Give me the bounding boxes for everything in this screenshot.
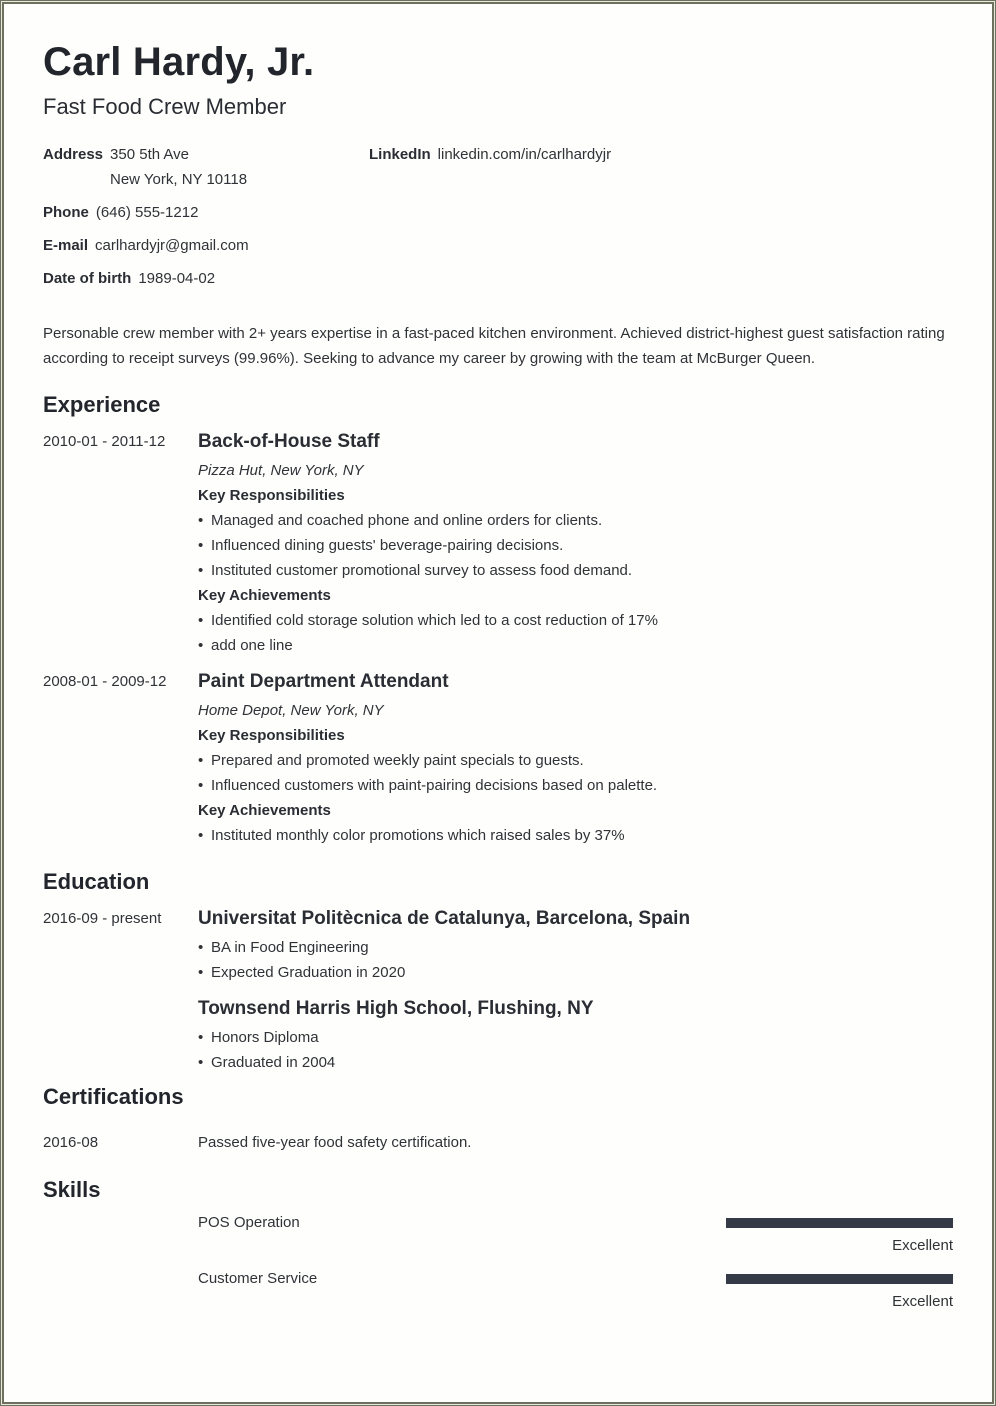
email-label: E-mail xyxy=(43,237,89,254)
job-title: Paint Department Attendant xyxy=(198,671,449,692)
list-item-text: Identified cold storage solution which led to a cost reduction of 17% xyxy=(211,612,658,629)
contact-address xyxy=(43,146,189,163)
linkedin-label: LinkedIn xyxy=(369,146,431,163)
email-value[interactable]: carlhardyjr@gmail.com xyxy=(95,237,249,254)
skill-level-fill xyxy=(726,1274,953,1284)
list-item xyxy=(198,562,632,579)
section-title-certifications: Certifications xyxy=(43,1084,184,1109)
list-item-text: Instituted customer promotional survey to assess food demand. xyxy=(211,562,633,579)
address-label: Address xyxy=(43,146,104,163)
bullet-icon: • xyxy=(198,939,204,956)
certification-date: 2016-08 xyxy=(43,1134,99,1151)
bullet-icon: • xyxy=(198,562,204,579)
list-item xyxy=(198,939,369,956)
list-item-text: Instituted monthly color promotions which raised sales by 37% xyxy=(211,827,625,844)
skill-name: POS Operation xyxy=(198,1214,300,1231)
job-employer: Pizza Hut, New York, NY xyxy=(198,462,364,479)
list-item xyxy=(198,612,658,629)
list-item-text: Influenced customers with paint-pairing decisions based on palette. xyxy=(211,777,658,794)
list-item-text: Graduated in 2004 xyxy=(211,1054,336,1071)
skill-level-text: Excellent xyxy=(892,1293,953,1310)
phone-label: Phone xyxy=(43,204,89,221)
list-item-text: Managed and coached phone and online orders for clients. xyxy=(211,512,603,529)
bullet-icon: • xyxy=(198,612,204,629)
linkedin-value[interactable]: linkedin.com/in/carlhardyjr xyxy=(437,146,612,163)
school-name: Universitat Politècnica de Catalunya, Barcelona, Spain xyxy=(198,908,691,929)
contact-email xyxy=(43,237,249,254)
school-name: Townsend Harris High School, Flushing, NY xyxy=(198,998,594,1019)
dob-label: Date of birth xyxy=(43,270,132,287)
section-title-education: Education xyxy=(43,869,150,894)
address-line1: 350 5th Ave xyxy=(110,146,189,163)
key-responsibilities-heading: Key Responsibilities xyxy=(198,487,345,504)
job-dates: 2008-01 - 2009-12 xyxy=(43,673,167,690)
list-item xyxy=(198,1029,319,1046)
skill-name: Customer Service xyxy=(198,1270,318,1287)
bullet-icon: • xyxy=(198,637,204,654)
list-item xyxy=(198,537,563,554)
bullet-icon: • xyxy=(198,512,204,529)
certification-text: Passed five-year food safety certification. xyxy=(198,1134,472,1151)
section-title-skills: Skills xyxy=(43,1177,101,1202)
key-achievements-heading: Key Achievements xyxy=(198,802,331,819)
list-item xyxy=(198,777,657,794)
bullet-icon: • xyxy=(198,777,204,794)
contact-dob xyxy=(43,270,215,287)
bullet-icon: • xyxy=(198,537,204,554)
dob-value: 1989-04-02 xyxy=(138,270,216,287)
job-employer: Home Depot, New York, NY xyxy=(198,702,384,719)
skill-level-bar xyxy=(726,1274,953,1284)
list-item xyxy=(198,512,602,529)
skill-level-text: Excellent xyxy=(892,1237,953,1254)
key-achievements-heading: Key Achievements xyxy=(198,587,331,604)
profile-summary: Personable crew member with 2+ years expertise in a fast-paced kitchen environment. Achieved district-highest guest satisfaction rating according to receipt surveys (99.96%). Seeking to advance my career by growing with the team at McBurger Queen. xyxy=(43,325,945,367)
candidate-title: Fast Food Crew Member xyxy=(43,94,287,119)
phone-value: (646) 555-1212 xyxy=(95,204,199,221)
list-item-text: BA in Food Engineering xyxy=(211,939,369,956)
candidate-name: Carl Hardy, Jr. xyxy=(43,40,315,84)
contact-phone xyxy=(43,204,198,221)
job-dates: 2010-01 - 2011-12 xyxy=(43,433,166,450)
bullet-icon: • xyxy=(198,752,204,769)
bullet-icon: • xyxy=(198,964,204,981)
education-dates: 2016-09 - present xyxy=(43,910,162,927)
skill-level-bar xyxy=(726,1218,953,1228)
address-line2: New York, NY 10118 xyxy=(110,171,248,188)
list-item-text: Expected Graduation in 2020 xyxy=(211,964,406,981)
section-title-experience: Experience xyxy=(43,392,161,417)
list-item-text: Influenced dining guests' beverage-pairing decisions. xyxy=(211,537,564,554)
bullet-icon: • xyxy=(198,1029,204,1046)
list-item xyxy=(198,1054,335,1071)
job-title: Back-of-House Staff xyxy=(198,431,380,452)
bullet-icon: • xyxy=(198,1054,204,1071)
list-item xyxy=(198,637,293,654)
list-item xyxy=(198,752,584,769)
contact-linkedin xyxy=(369,146,611,163)
list-item-text: Honors Diploma xyxy=(211,1029,319,1046)
bullet-icon: • xyxy=(198,827,204,844)
list-item xyxy=(198,964,405,981)
skill-level-fill xyxy=(726,1218,953,1228)
list-item xyxy=(198,827,625,844)
key-responsibilities-heading: Key Responsibilities xyxy=(198,727,345,744)
list-item-text: add one line xyxy=(211,637,293,654)
list-item-text: Prepared and promoted weekly paint specials to guests. xyxy=(211,752,584,769)
